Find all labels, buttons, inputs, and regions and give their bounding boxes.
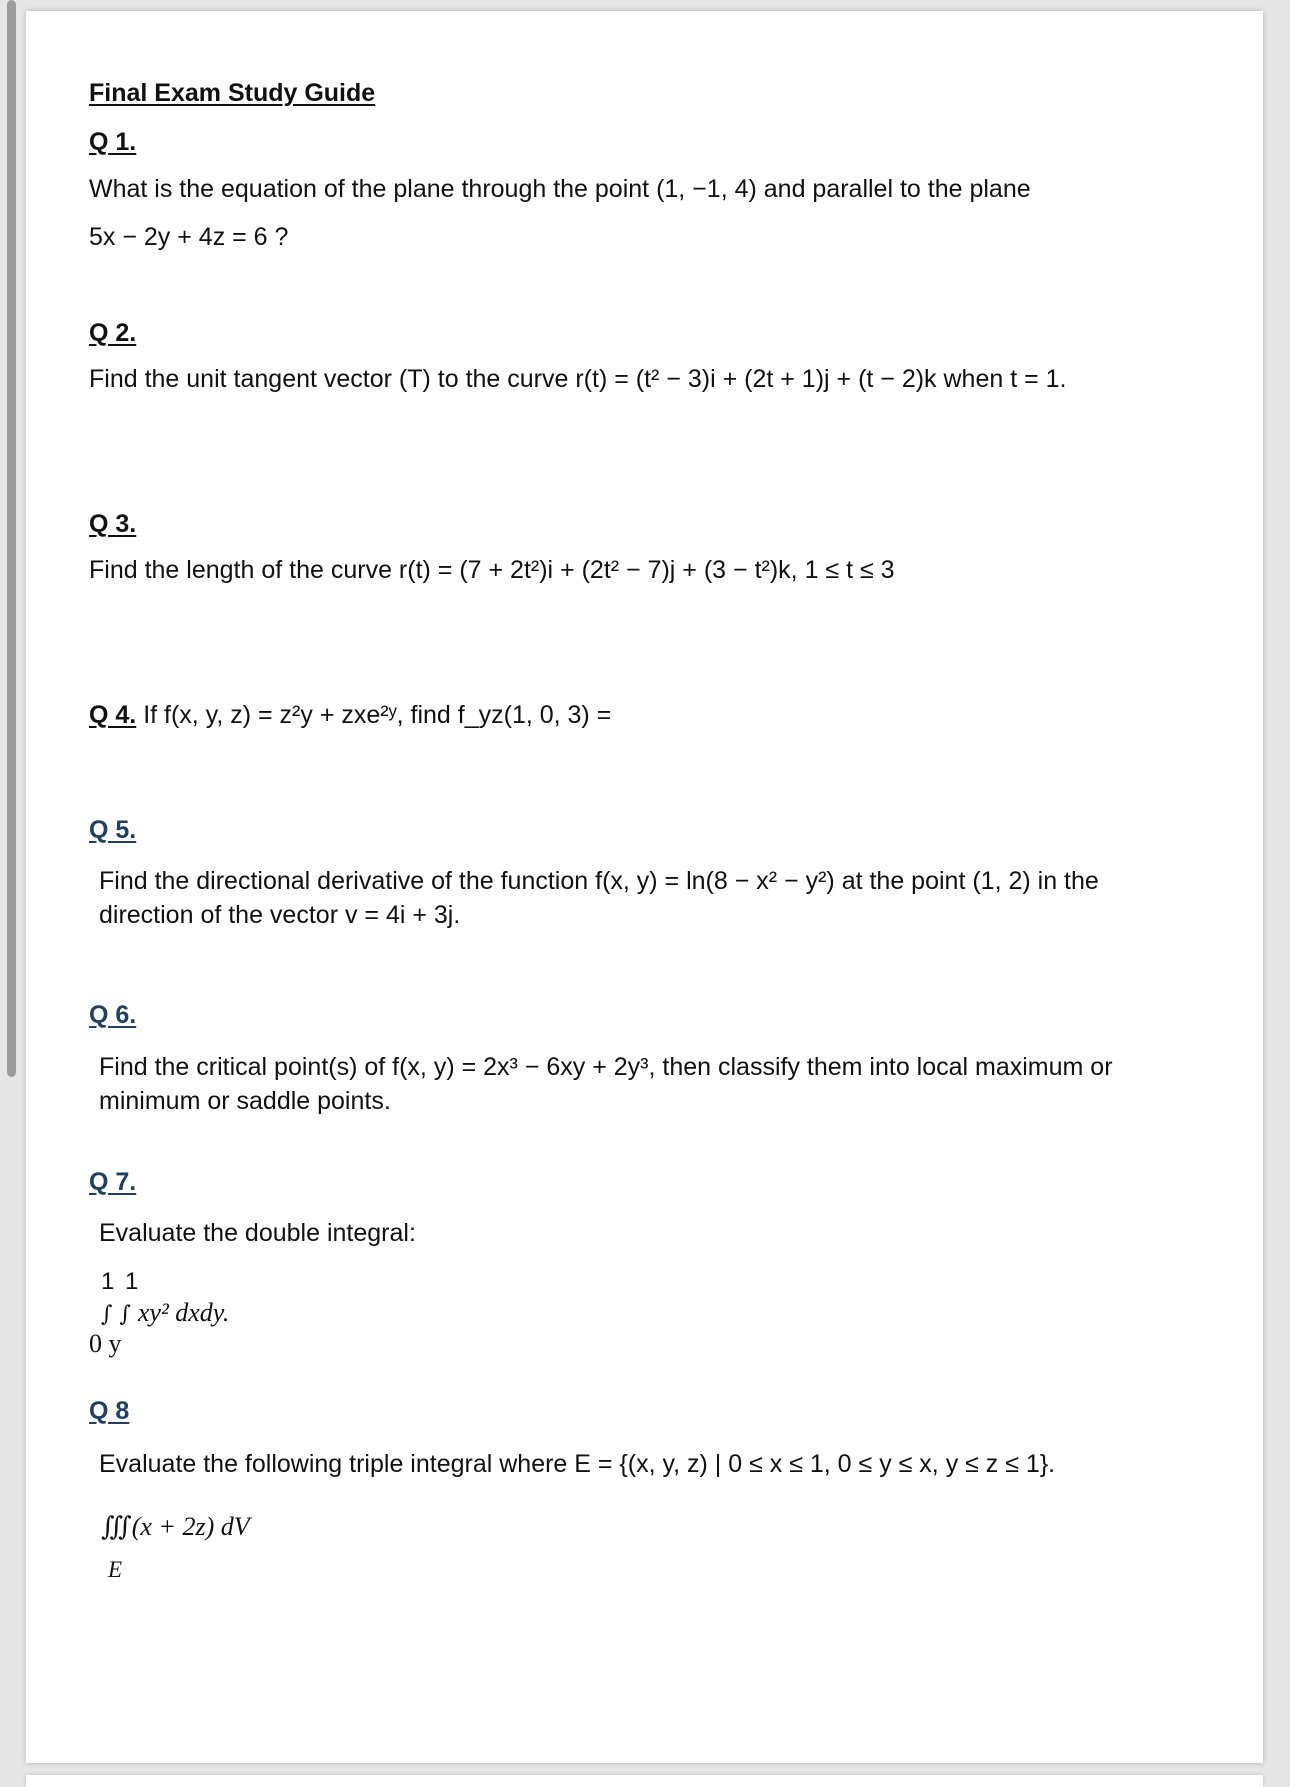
question-8-label: Q 8 bbox=[89, 1397, 130, 1425]
question-2-label: Q 2. bbox=[89, 319, 137, 347]
question-7-label: Q 7. bbox=[89, 1168, 137, 1196]
question-1-label: Q 1. bbox=[89, 128, 137, 156]
double-integral-integrand: xy² dxdy. bbox=[137, 1298, 230, 1327]
question-7-text: Evaluate the double integral: bbox=[99, 1219, 416, 1247]
question-3-text: Find the length of the curve r(t) = (7 + 2t²)i + (2t² − 7)j + (3 − t²)k, 1 ≤ t ≤ 3 bbox=[89, 556, 895, 584]
triple-integral-expression: ∭(x + 2z) dV bbox=[101, 1512, 250, 1541]
question-2-text: Find the unit tangent vector (T) to the curve r(t) = (t² − 3)i + (2t + 1)j + (t − 2)k when t = 1. bbox=[89, 365, 1067, 393]
question-5-text-line-1: Find the directional derivative of the function f(x, y) = ln(8 − x² − y²) at the point (1, 2) in the bbox=[99, 867, 1099, 895]
scrollbar[interactable] bbox=[7, 0, 16, 1077]
double-integral-lower-limits: 0 y bbox=[89, 1329, 122, 1358]
triple-integral-region: E bbox=[108, 1557, 123, 1582]
document-title: Final Exam Study Guide bbox=[89, 79, 376, 107]
next-page-edge bbox=[26, 1775, 1263, 1787]
question-5-label: Q 5. bbox=[89, 816, 137, 844]
question-6-label: Q 6. bbox=[89, 1001, 137, 1029]
question-6-text-line-2: minimum or saddle points. bbox=[99, 1087, 391, 1115]
double-integral-upper-limits: 1 1 bbox=[101, 1268, 141, 1295]
question-4-row bbox=[89, 700, 611, 730]
question-3-label: Q 3. bbox=[89, 510, 137, 538]
question-4-text: If f(x, y, z) = z²y + zxe²ʸ, find f_yz(1, 0, 3) = bbox=[143, 701, 612, 729]
question-8-text: Evaluate the following triple integral where E = {(x, y, z) | 0 ≤ x ≤ 1, 0 ≤ y ≤ x, y ≤ z ≤ 1}. bbox=[99, 1450, 1056, 1478]
question-5-text-line-2: direction of the vector v = 4i + 3j. bbox=[99, 901, 461, 929]
question-4-label: Q 4. bbox=[89, 701, 137, 729]
question-6-text-line-1: Find the critical point(s) of f(x, y) = 2x³ − 6xy + 2y³, then classify them into local maximum or bbox=[99, 1053, 1113, 1081]
double-integral-sign: ∫ ∫ bbox=[101, 1302, 131, 1327]
question-1-text-line-2: 5x − 2y + 4z = 6 ? bbox=[89, 223, 289, 251]
double-integral-expression bbox=[101, 1298, 229, 1330]
question-1-text-line-1: What is the equation of the plane through the point (1, −1, 4) and parallel to the plane bbox=[89, 175, 1031, 203]
